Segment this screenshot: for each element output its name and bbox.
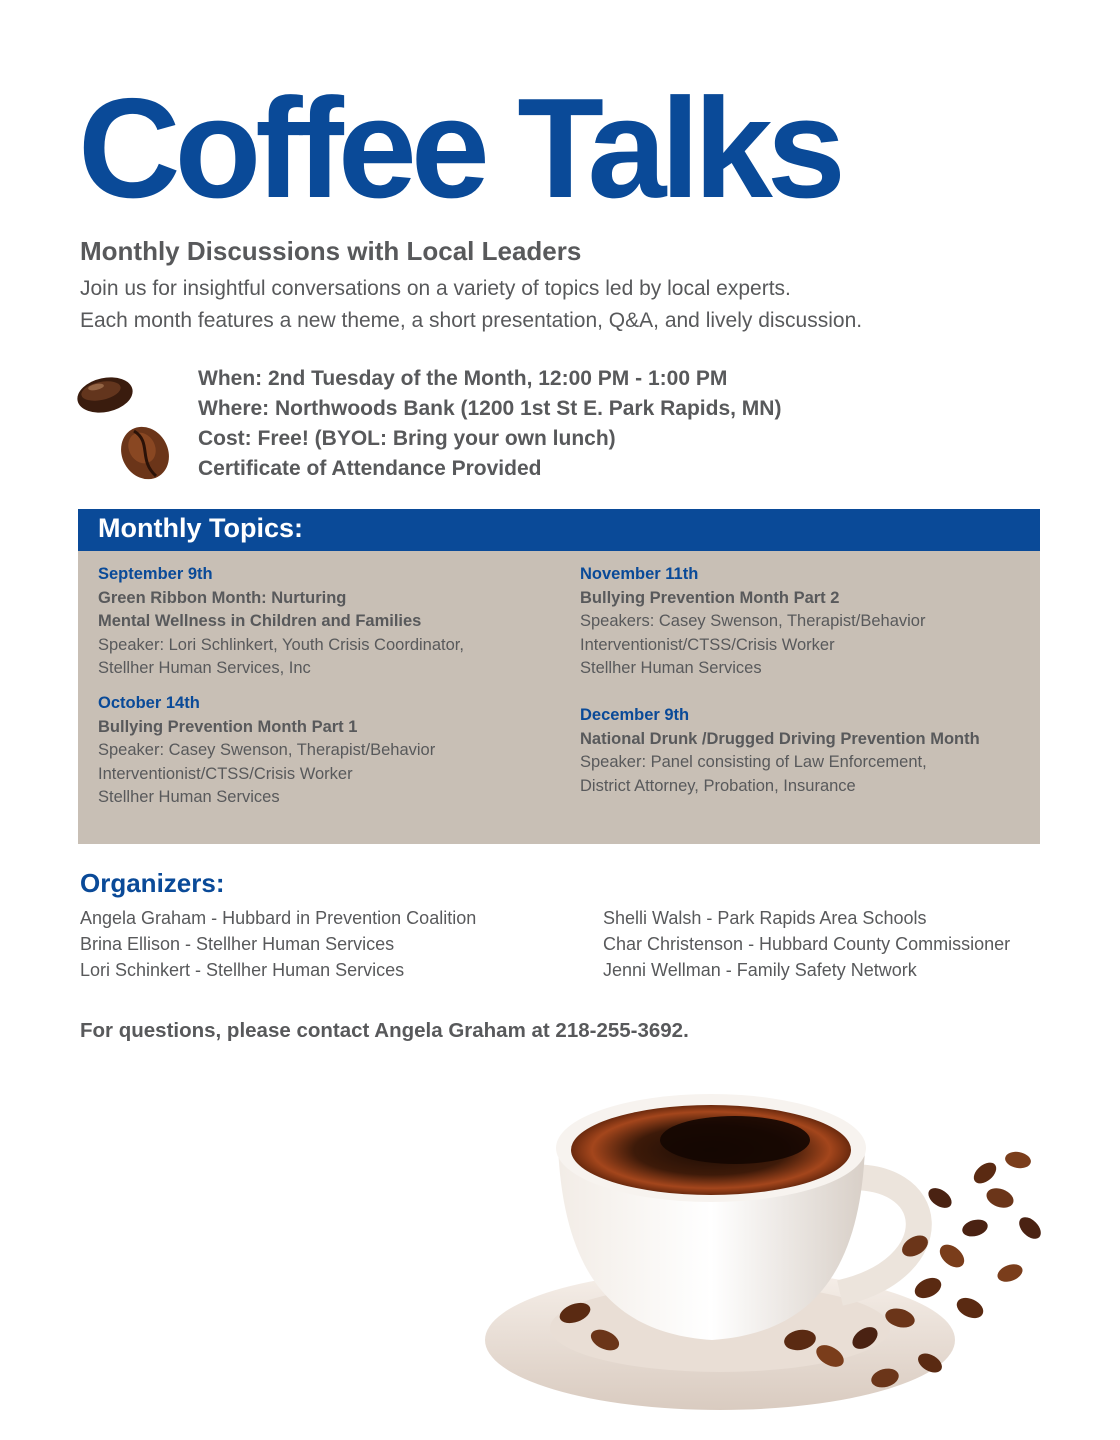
topic-date: October 14th (98, 694, 200, 712)
topic-speaker: Speakers: Casey Swenson, Therapist/Behavior (580, 612, 926, 630)
topic-speaker: Stellher Human Services (580, 659, 762, 677)
topic-speaker: Speaker: Panel consisting of Law Enforcement, (580, 753, 927, 771)
contact-line: For questions, please contact Angela Graham at 218-255-3692. (80, 1019, 689, 1042)
organizer-item: Char Christenson - Hubbard County Commissioner (603, 934, 1011, 954)
organizers-heading: Organizers: (80, 868, 225, 898)
intro-line: Each month features a new theme, a short presentation, Q&A, and lively discussion. (80, 309, 863, 332)
topic-date: November 11th (580, 565, 699, 583)
intro-line: Join us for insightful conversations on a variety of topics led by local experts. (80, 277, 791, 300)
topics-panel (78, 551, 1040, 844)
topic-speaker: District Attorney, Probation, Insurance (580, 776, 856, 795)
topic-speaker: Stellher Human Services (98, 788, 280, 806)
organizers-right-column (603, 905, 1010, 983)
organizers-left-column (80, 905, 476, 983)
event-when: When: 2nd Tuesday of the Month, 12:00 PM - 1:00 PM (198, 367, 728, 390)
topic-speaker: Speaker: Lori Schlinkert, Youth Crisis Coordinator, (98, 635, 464, 654)
topic-december (580, 704, 980, 798)
topic-speaker: Speaker: Casey Swenson, Therapist/Behavior (98, 741, 436, 759)
topic-theme: Bullying Prevention Month Part 2 (580, 588, 840, 607)
topic-date: December 9th (580, 706, 690, 724)
intro-text (80, 273, 862, 337)
topic-november (580, 563, 925, 681)
event-cost: Cost: Free! (BYOL: Bring your own lunch) (198, 427, 616, 450)
organizer-item: Jenni Wellman - Family Safety Network (603, 960, 917, 980)
page-title: Coffee Talks (78, 69, 840, 228)
topics-heading: Monthly Topics: (98, 513, 303, 543)
event-where: Where: Northwoods Bank (1200 1st St E. Park Rapids, MN) (198, 397, 782, 420)
topic-theme: National Drunk /Drugged Driving Prevention Month (580, 729, 980, 748)
coffee-cup-illustration (470, 1078, 1070, 1418)
page-subtitle: Monthly Discussions with Local Leaders (80, 236, 582, 266)
topic-theme: Green Ribbon Month: Nurturing (98, 588, 347, 607)
organizer-item: Angela Graham - Hubbard in Prevention Coalition (80, 908, 477, 928)
organizer-item: Lori Schinkert - Stellher Human Services (80, 960, 405, 980)
topic-speaker: Stellher Human Services, Inc (98, 659, 311, 677)
coffee-bean-icon (74, 372, 136, 416)
topic-date: September 9th (98, 565, 213, 583)
event-certificate: Certificate of Attendance Provided (198, 457, 542, 480)
topics-header-bar (78, 509, 1040, 551)
topic-october (98, 692, 435, 810)
organizer-item: Shelli Walsh - Park Rapids Area Schools (603, 908, 927, 928)
topic-september (98, 563, 464, 681)
coffee-bean-icon (114, 424, 176, 482)
topic-speaker: Interventionist/CTSS/Crisis Worker (98, 764, 353, 783)
topic-theme: Mental Wellness in Children and Families (98, 612, 422, 630)
topic-theme: Bullying Prevention Month Part 1 (98, 717, 358, 736)
event-details (198, 364, 781, 484)
topic-speaker: Interventionist/CTSS/Crisis Worker (580, 635, 835, 654)
organizer-item: Brina Ellison - Stellher Human Services (80, 934, 395, 954)
